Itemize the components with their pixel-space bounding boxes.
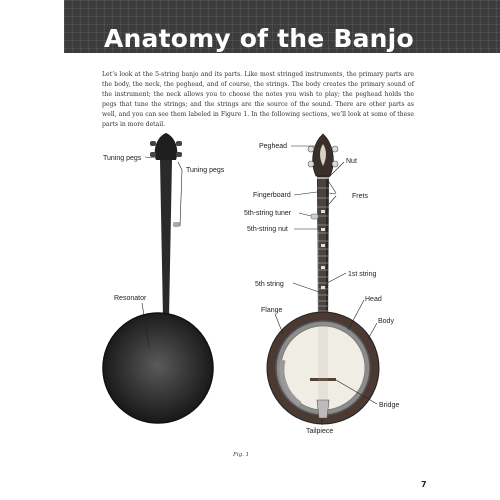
figure-caption: Fig. 1: [233, 452, 250, 458]
back-fifth-tuner: [173, 222, 180, 227]
label-fifth-string-nut: 5th-string nut: [247, 226, 288, 233]
back-tuner-peg: [176, 141, 182, 146]
back-peghead: [155, 133, 178, 160]
back-tuner-peg: [176, 152, 182, 157]
label-bridge: Bridge: [379, 402, 400, 409]
label-fifth-string-tuner: 5th-string tuner: [244, 210, 292, 217]
label-head: Head: [365, 296, 382, 303]
front-fifth-tuner: [311, 214, 318, 219]
tailpiece-shape: [317, 400, 329, 418]
intro-paragraph: Let’s look at the 5-string banjo and its parts. Like most stringed instruments, the primary parts are the body, the neck, the peghead, and of course, the strings. The body creates the primary sound of the instrument; the neck allows you to choose the notes you wish to play; the peghead holds the pegs that tune the strings; and the strings are the source of the sound. There are other parts as well, and you can see them labeled in Figure 1. In the following sections, we’ll look at some of these parts in more detail.: [102, 71, 414, 128]
back-tuner-peg: [150, 152, 156, 157]
resonator-shape: [103, 313, 213, 423]
label-fingerboard: Fingerboard: [253, 192, 291, 199]
label-flange: Flange: [261, 307, 283, 314]
label-frets: Frets: [352, 193, 368, 200]
label-body: Body: [378, 318, 394, 325]
front-tuner-peg: [332, 146, 338, 152]
label-tuning-pegs-left: Tuning pegs: [103, 155, 142, 162]
front-tuner-peg: [308, 146, 314, 152]
label-tuning-pegs-right: Tuning pegs: [186, 167, 225, 174]
label-first-string: 1st string: [348, 271, 377, 278]
back-tuner-peg: [150, 141, 156, 146]
back-neck: [160, 160, 172, 318]
front-tuner-peg: [332, 161, 338, 167]
page-title: Anatomy of the Banjo: [104, 24, 414, 53]
label-fifth-string: 5th string: [255, 281, 284, 288]
label-tailpiece: Tailpiece: [306, 428, 334, 435]
page-number: 7: [421, 480, 427, 489]
label-resonator: Resonator: [114, 295, 147, 302]
banjo-front-view: [267, 134, 379, 424]
banjo-back-view: [103, 133, 213, 423]
label-peghead: Peghead: [259, 143, 288, 150]
label-nut: Nut: [346, 158, 357, 165]
front-tuner-peg: [308, 161, 314, 167]
